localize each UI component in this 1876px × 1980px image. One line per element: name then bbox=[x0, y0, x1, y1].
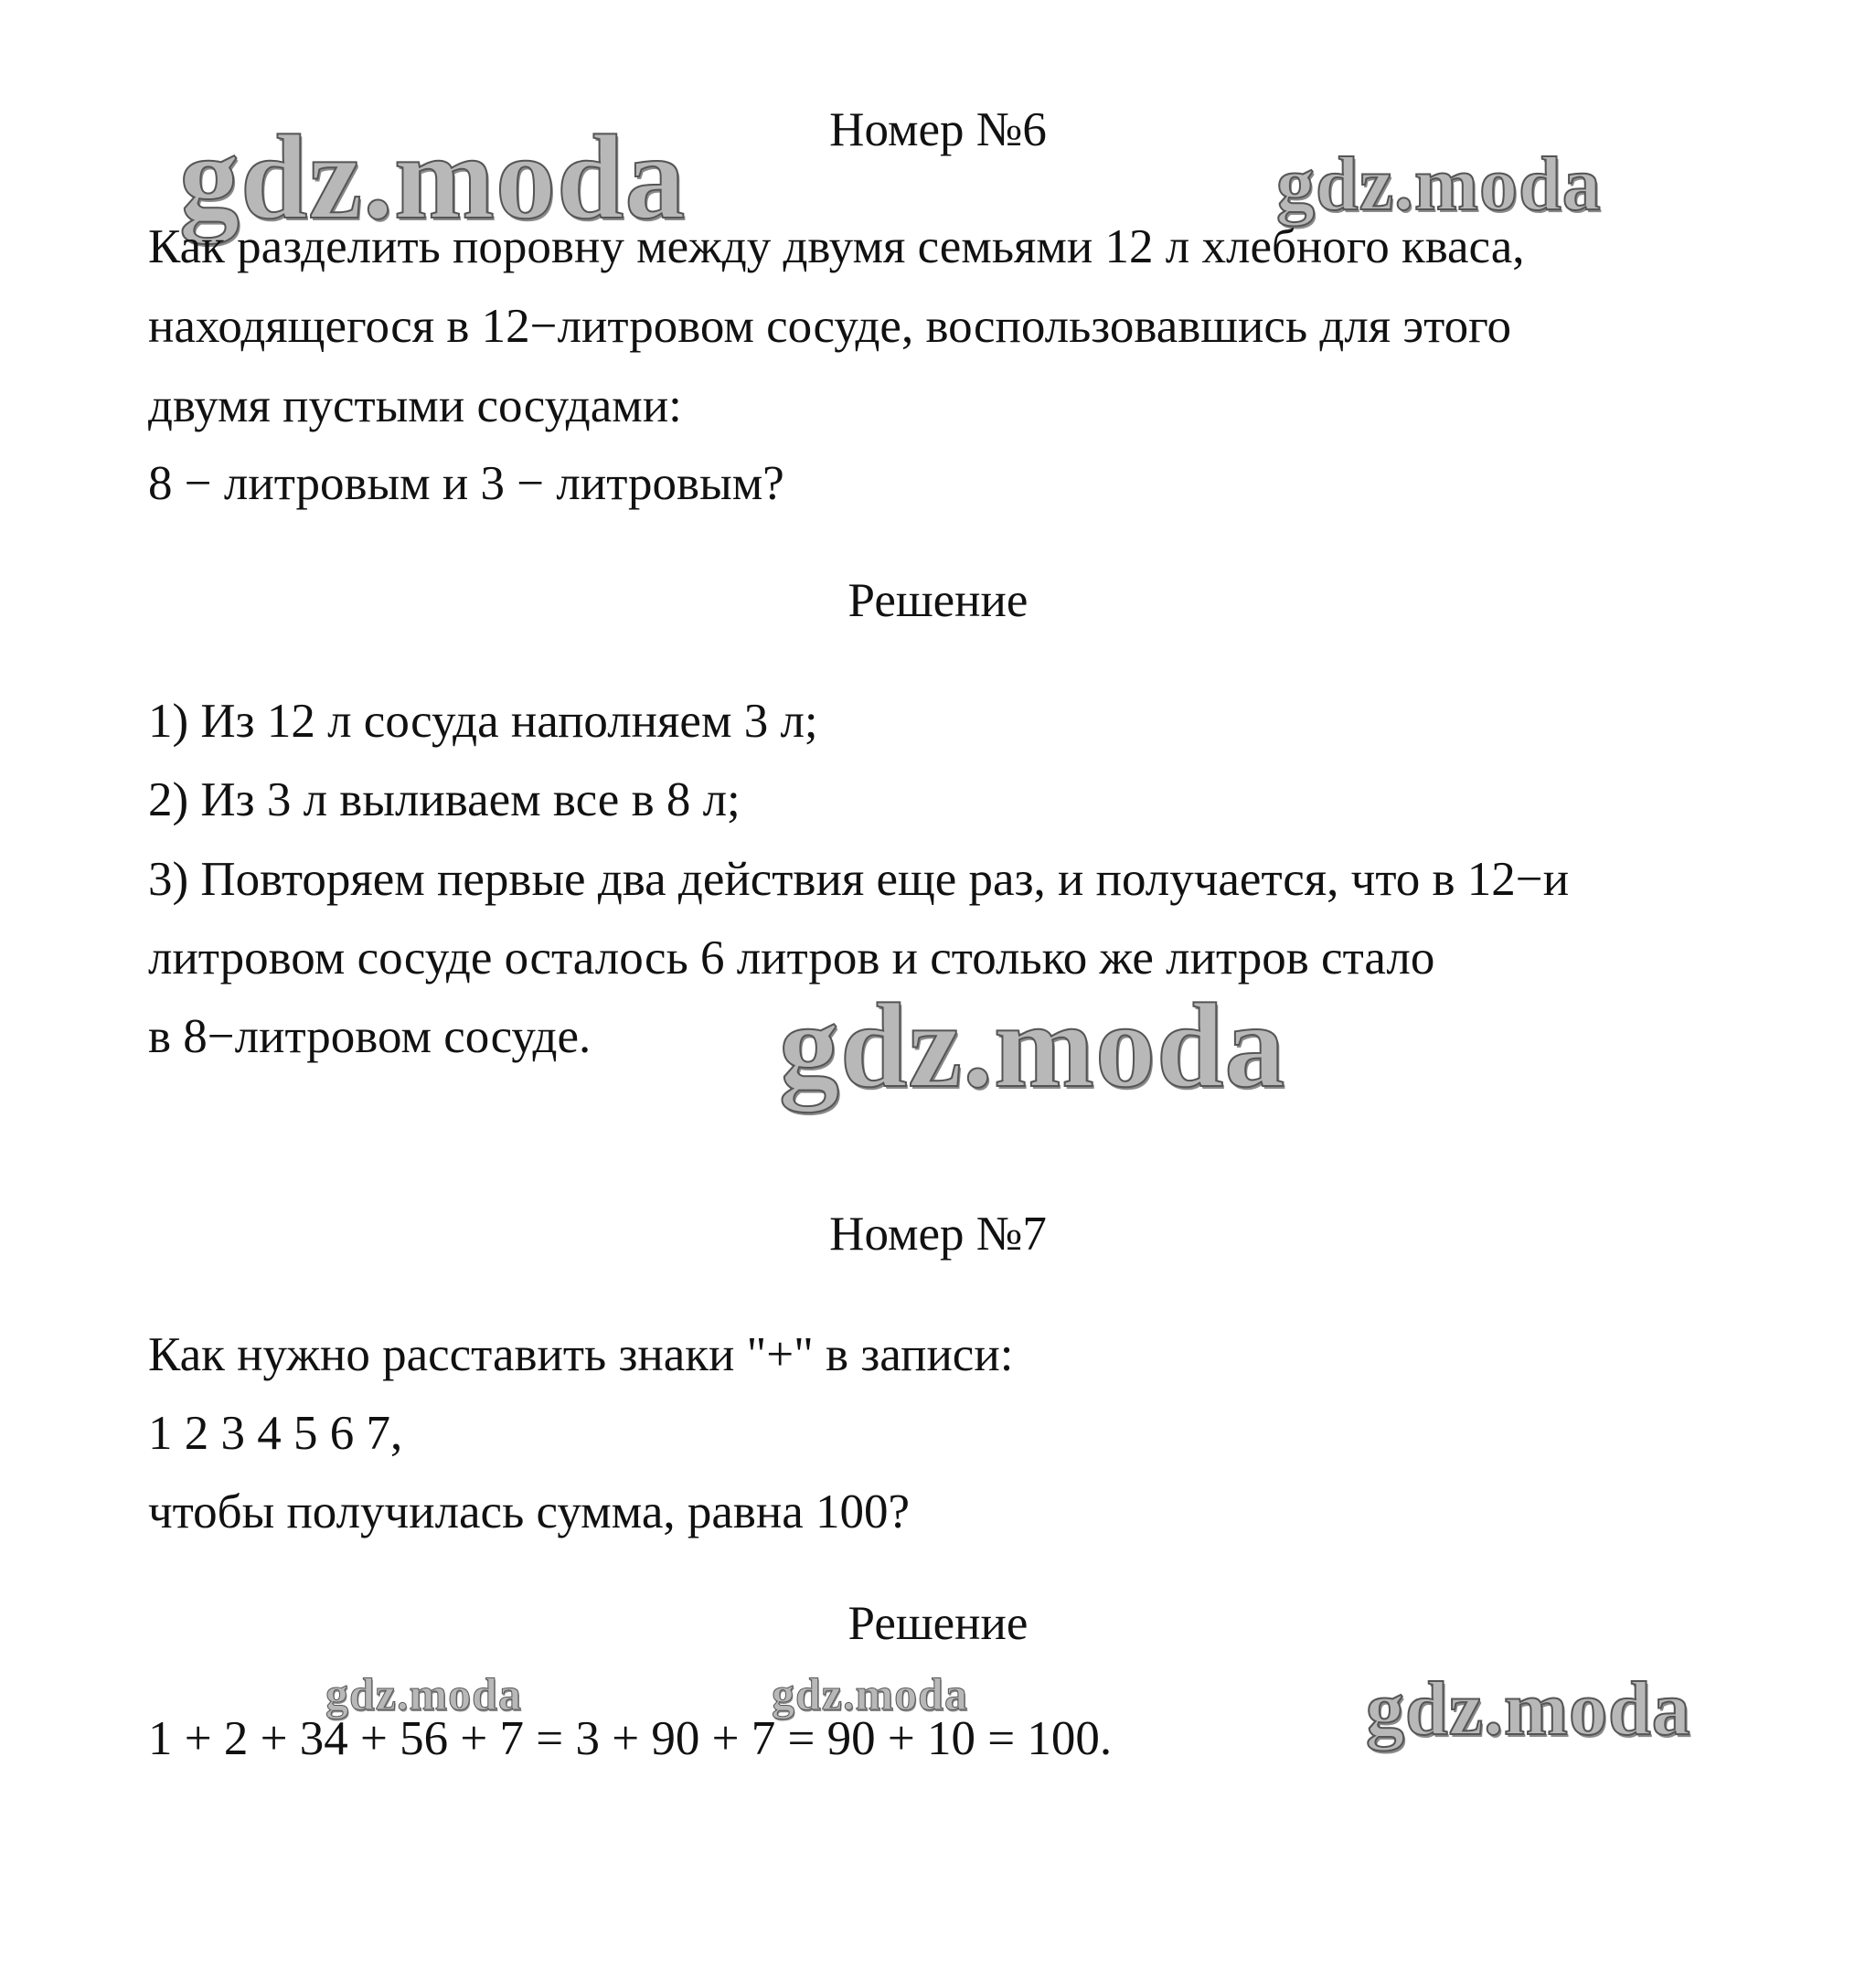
problem-7-question-line: чтобы получилась сумма, равна 100? bbox=[148, 1485, 911, 1538]
watermark: gdz.moda bbox=[1366, 1666, 1691, 1751]
problem-6-heading: Номер №6 bbox=[829, 103, 1047, 156]
watermark: gdz.moda bbox=[179, 110, 687, 244]
problem-6-question-line: находящегося в 12−литровом сосуде, воспользовавшись для этого bbox=[148, 300, 1512, 353]
problem-7-solution-line: 1 + 2 + 34 + 56 + 7 = 3 + 90 + 7 = 90 + 10 = 100. bbox=[148, 1712, 1113, 1765]
problem-7-question-line: 1 2 3 4 5 6 7, bbox=[148, 1407, 403, 1460]
problem-6-solution-heading: Решение bbox=[847, 574, 1029, 627]
problem-6-question-line: 8 − литровым и 3 − литровым? bbox=[148, 457, 784, 510]
problem-6-solution-line: литровом сосуде осталось 6 литров и столько же литров стало bbox=[148, 931, 1435, 985]
problem-7-heading: Номер №7 bbox=[829, 1208, 1047, 1261]
watermark: gdz.moda bbox=[325, 1668, 522, 1719]
problem-6-question-line: Как разделить поровну между двумя семьями 12 л хлебного кваса, bbox=[148, 220, 1525, 273]
problem-7-question-line: Как нужно расставить знаки "+" в записи: bbox=[148, 1328, 1014, 1381]
watermark: gdz.moda bbox=[772, 1668, 968, 1719]
watermark: gdz.moda bbox=[1276, 142, 1602, 227]
problem-6-solution-line: 3) Повторяем первые два действия еще раз, и получается, что в 12−и bbox=[148, 853, 1570, 906]
problem-6-solution-line: 1) Из 12 л сосуда наполняем 3 л; bbox=[148, 695, 818, 748]
problem-6-solution-line: в 8−литровом сосуде. bbox=[148, 1010, 592, 1063]
problem-6-solution-line: 2) Из 3 л выливаем все в 8 л; bbox=[148, 773, 741, 826]
problem-7-solution-heading: Решение bbox=[847, 1597, 1029, 1650]
watermark: gdz.moda bbox=[779, 978, 1286, 1112]
problem-6-question-line: двумя пустыми сосудами: bbox=[148, 379, 682, 432]
